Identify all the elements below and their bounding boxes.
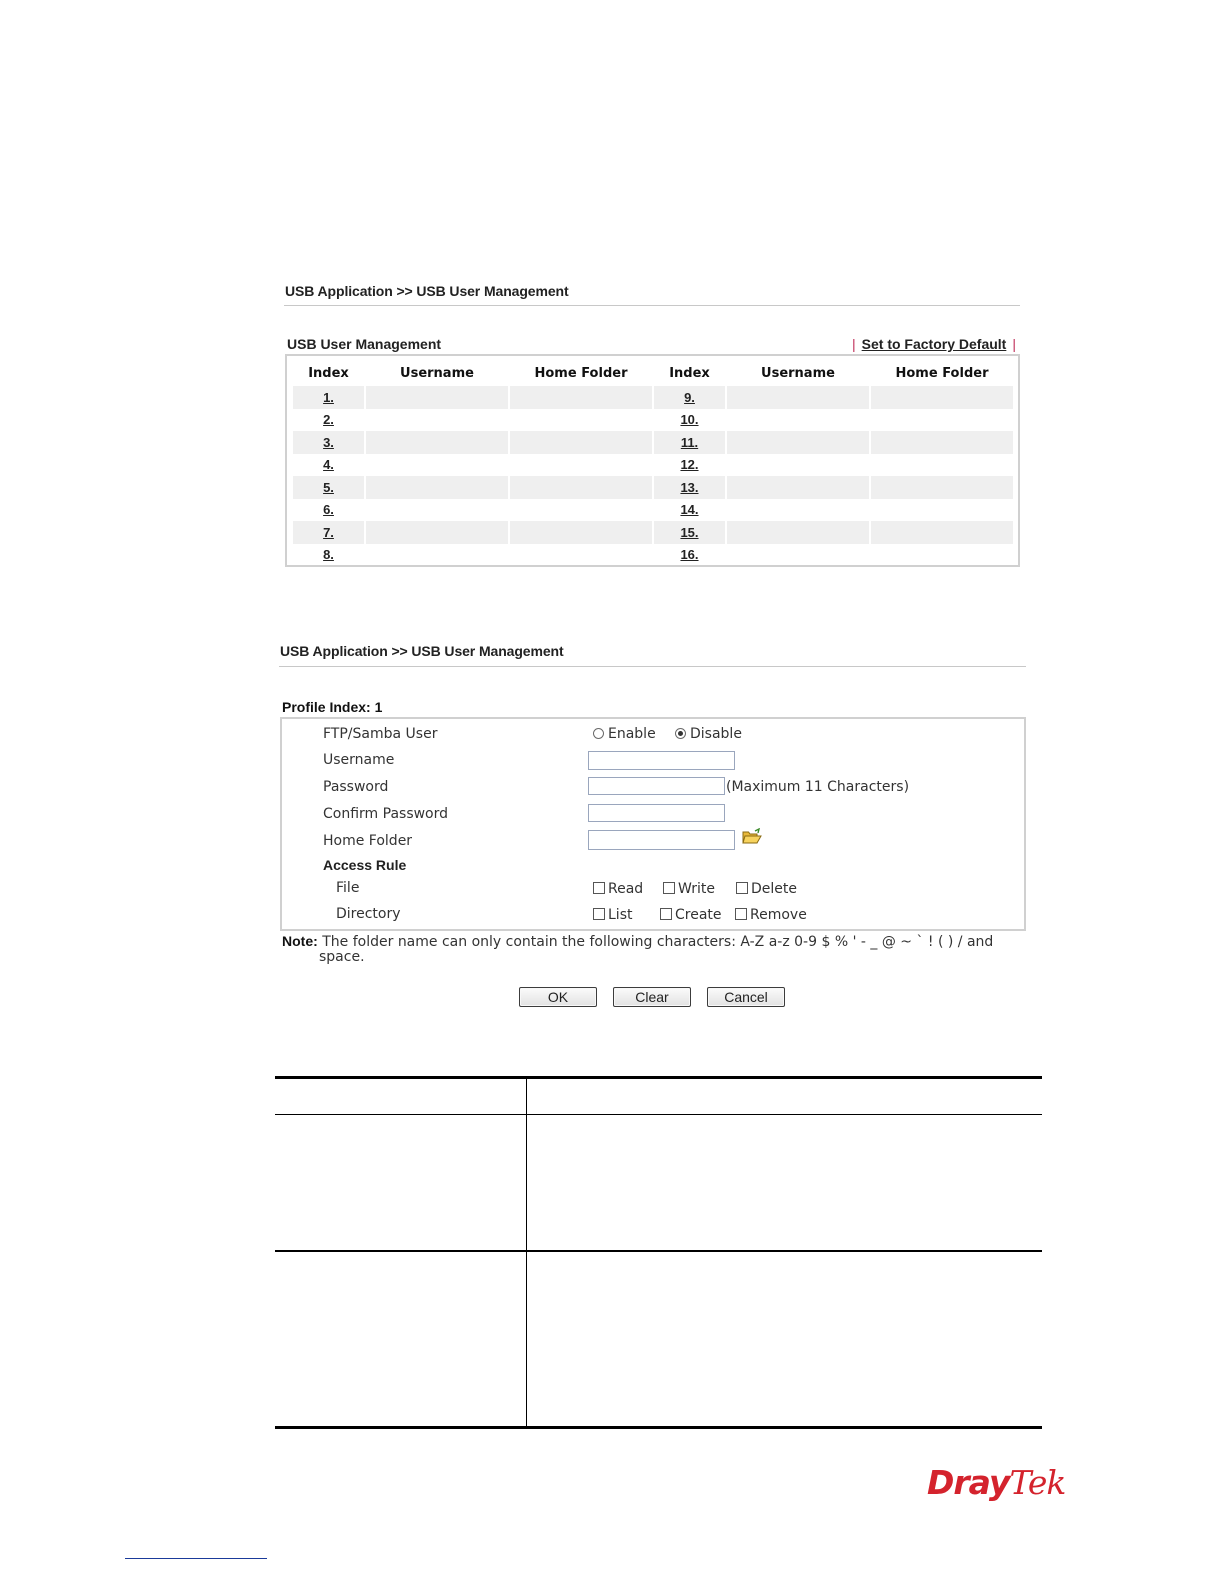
list-checkbox[interactable] <box>593 908 605 920</box>
home-folder-label: Home Folder <box>323 833 413 849</box>
note-line-2: space. <box>319 949 365 965</box>
create-option[interactable] <box>660 907 722 923</box>
home-folder-cell <box>871 499 1013 522</box>
note-line-1: The folder name can only contain the following characters: A-Z a-z 0-9 $ % ' - _ @ ~ ` ! ( ) / and <box>322 934 994 950</box>
username-cell <box>366 544 508 567</box>
delete-label: Delete <box>751 881 797 897</box>
ftp-samba-user-label: FTP/Samba User <box>323 726 438 742</box>
column-header: Home Folder <box>534 365 628 381</box>
folder-open-icon[interactable] <box>742 828 762 846</box>
home-folder-cell <box>871 454 1013 477</box>
username-cell <box>727 454 869 477</box>
home-folder-cell <box>510 476 652 499</box>
write-checkbox[interactable] <box>663 882 675 894</box>
username-cell <box>727 476 869 499</box>
username-cell <box>366 431 508 454</box>
write-option[interactable] <box>663 881 715 897</box>
index-link[interactable]: 2. <box>323 412 334 428</box>
breadcrumb: USB Application >> USB User Management <box>285 283 569 299</box>
disable-label: Disable <box>690 726 742 742</box>
username-cell <box>366 454 508 477</box>
home-folder-cell <box>510 454 652 477</box>
username-cell <box>366 499 508 522</box>
username-cell <box>727 544 869 567</box>
note-label: Note: <box>282 933 318 949</box>
index-link[interactable]: 8. <box>323 547 334 563</box>
column-header: Home Folder <box>895 365 989 381</box>
read-checkbox[interactable] <box>593 882 605 894</box>
username-cell <box>366 521 508 544</box>
home-folder-cell <box>871 476 1013 499</box>
user-table-box <box>285 354 1020 567</box>
table-row <box>293 499 1013 522</box>
table-top-rule <box>275 1076 1042 1079</box>
index-link[interactable]: 5. <box>323 479 334 495</box>
table-row <box>293 521 1013 544</box>
index-link[interactable]: 16. <box>680 547 699 563</box>
username-cell <box>727 499 869 522</box>
enable-radio[interactable] <box>593 728 604 739</box>
table-row-rule <box>275 1250 1042 1252</box>
file-label: File <box>336 880 360 896</box>
disable-radio[interactable] <box>675 728 686 739</box>
list-option[interactable] <box>593 907 632 923</box>
username-cell <box>727 386 869 409</box>
table-row <box>293 454 1013 477</box>
read-label: Read <box>608 881 644 897</box>
index-link[interactable]: 3. <box>323 434 334 450</box>
index-link[interactable]: 13. <box>680 479 699 495</box>
home-folder-cell <box>871 409 1013 432</box>
breadcrumb: USB Application >> USB User Management <box>280 643 564 659</box>
section-title: USB User Management <box>287 336 442 352</box>
password-label: Password <box>323 779 389 795</box>
home-folder-cell <box>510 544 652 567</box>
breadcrumb-divider <box>279 666 1026 667</box>
table-row <box>293 386 1013 409</box>
index-link[interactable]: 11. <box>680 434 699 450</box>
factory-default-bar <box>846 336 1022 352</box>
table-row <box>293 476 1013 499</box>
separator: | <box>852 336 856 352</box>
home-folder-input[interactable] <box>588 830 735 850</box>
index-link[interactable]: 1. <box>323 389 334 405</box>
confirm-password-label: Confirm Password <box>323 806 449 822</box>
table-row <box>293 544 1013 567</box>
remove-label: Remove <box>750 907 807 923</box>
directory-label: Directory <box>336 906 401 922</box>
list-label: List <box>608 907 633 923</box>
username-cell <box>366 476 508 499</box>
set-factory-default-link[interactable]: Set to Factory Default <box>861 336 1007 352</box>
username-cell <box>727 409 869 432</box>
create-checkbox[interactable] <box>660 908 672 920</box>
user-table <box>291 360 1015 566</box>
table-header-rule <box>275 1114 1042 1115</box>
logo-tek: Tek <box>1009 1463 1066 1502</box>
password-hint: (Maximum 11 Characters) <box>726 779 910 795</box>
table-row <box>293 409 1013 432</box>
logo-dray: Dray <box>927 1463 1010 1502</box>
column-header: Index <box>308 365 349 381</box>
profile-form-box <box>280 717 1026 931</box>
enable-label: Enable <box>608 726 656 742</box>
username-cell <box>366 409 508 432</box>
footer-link-underline <box>125 1558 267 1559</box>
index-link[interactable]: 9. <box>684 389 695 405</box>
username-cell <box>727 431 869 454</box>
column-header: Index <box>669 365 710 381</box>
index-link[interactable]: 14. <box>680 502 699 518</box>
ok-button[interactable]: OK <box>519 987 597 1007</box>
username-input[interactable] <box>588 751 735 770</box>
home-folder-cell <box>510 431 652 454</box>
table-row <box>293 431 1013 454</box>
home-folder-cell <box>510 386 652 409</box>
folder-name-note <box>282 933 1022 950</box>
breadcrumb-divider <box>284 305 1020 306</box>
index-link[interactable]: 12. <box>680 457 699 473</box>
profile-index: Profile Index: 1 <box>282 699 383 715</box>
home-folder-cell <box>871 521 1013 544</box>
home-folder-cell <box>871 386 1013 409</box>
ftp-enable-option[interactable] <box>593 726 656 742</box>
home-folder-cell <box>510 521 652 544</box>
password-input[interactable] <box>588 777 725 795</box>
delete-option[interactable] <box>736 881 797 897</box>
table-bottom-rule <box>275 1426 1042 1429</box>
create-label: Create <box>675 907 722 923</box>
column-header: Username <box>400 365 474 381</box>
separator: | <box>1012 336 1016 352</box>
read-option[interactable] <box>593 881 643 897</box>
draytek-logo <box>927 1463 1065 1502</box>
clear-button[interactable]: Clear <box>613 987 691 1007</box>
index-link[interactable]: 7. <box>323 524 334 540</box>
username-cell <box>366 386 508 409</box>
ftp-disable-option[interactable] <box>675 726 742 742</box>
index-link[interactable]: 4. <box>323 457 334 473</box>
delete-checkbox[interactable] <box>736 882 748 894</box>
home-folder-cell <box>510 499 652 522</box>
home-folder-cell <box>871 544 1013 567</box>
column-header: Username <box>761 365 835 381</box>
write-label: Write <box>678 881 715 897</box>
username-cell <box>727 521 869 544</box>
index-link[interactable]: 10. <box>680 412 699 428</box>
remove-checkbox[interactable] <box>735 908 747 920</box>
username-label: Username <box>323 752 395 768</box>
home-folder-cell <box>871 431 1013 454</box>
table-column-divider <box>526 1078 527 1427</box>
access-rule-label: Access Rule <box>323 857 407 873</box>
remove-option[interactable] <box>735 907 807 923</box>
home-folder-cell <box>510 409 652 432</box>
confirm-password-input[interactable] <box>588 804 725 822</box>
cancel-button[interactable]: Cancel <box>707 987 785 1007</box>
index-link[interactable]: 6. <box>323 502 334 518</box>
table-header <box>293 360 1013 386</box>
index-link[interactable]: 15. <box>680 524 699 540</box>
